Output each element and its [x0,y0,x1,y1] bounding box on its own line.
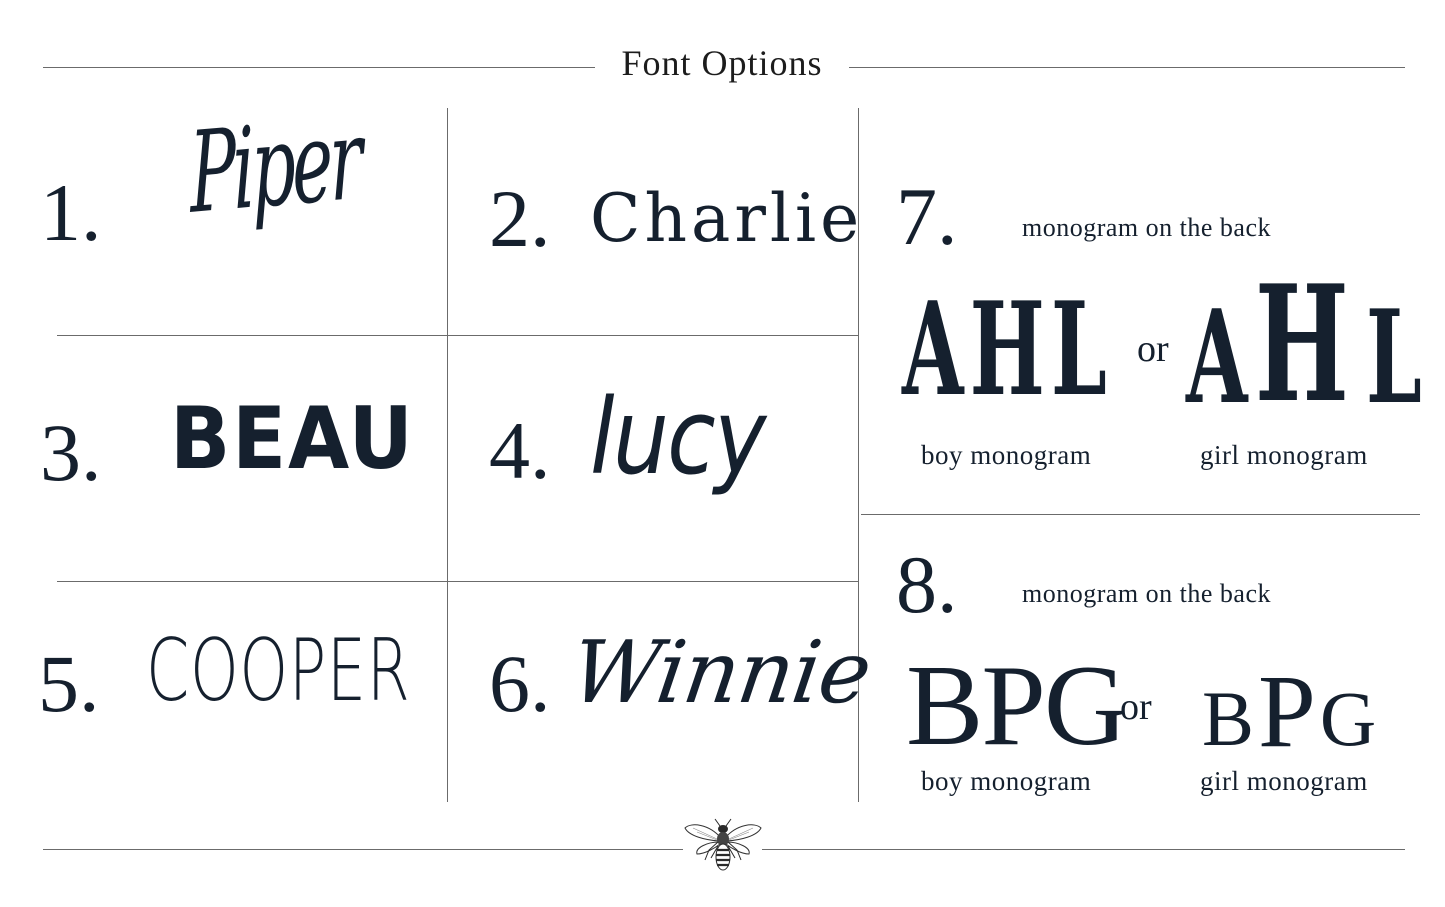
monogram-note: monogram on the back [1022,579,1271,608]
or-separator: or [1120,686,1152,728]
girl-monogram-first: A [1186,283,1248,433]
boy-monogram-sample: AHL [902,275,1113,425]
boy-monogram-label: boy monogram [921,440,1092,470]
grid-divider-vertical-1 [447,108,448,802]
page-title: Font Options [621,43,823,83]
font-sample-piper: Piper [187,94,361,239]
girl-monogram-last: G [1319,675,1377,762]
girl-monogram-middle: H [1255,250,1350,438]
girl-monogram-label: girl monogram [1200,766,1368,796]
girl-monogram-sample [1186,250,1445,438]
or-separator: or [1137,328,1169,370]
header-rule-left [43,67,595,68]
footer-rule-left [43,849,683,850]
bee-icon [683,816,763,874]
font-sample-cooper: COOPER [146,621,411,721]
font-sample-charlie: Charlie [590,180,864,257]
option-number: 4. [489,405,551,496]
girl-monogram-middle: P [1258,654,1316,769]
boy-monogram-sample: BPG [906,642,1126,770]
footer-rule-right [762,849,1405,850]
girl-monogram-label: girl monogram [1200,440,1368,470]
option-number: 7. [896,171,958,262]
option-number: 6. [489,638,551,729]
header-rule-right [849,67,1405,68]
option-number: 5. [38,638,100,729]
grid-divider-row-2 [57,581,858,582]
boy-monogram-label: boy monogram [921,766,1092,796]
font-sample-beau: BEAU [170,389,415,489]
girl-monogram-first: B [1202,675,1255,762]
girl-monogram-last: L [1366,283,1423,433]
font-sample-lucy: lucy [590,376,765,498]
grid-divider-right [861,514,1420,515]
option-number: 2. [489,173,551,264]
girl-monogram-sample [1202,654,1377,769]
option-number: 8. [896,539,958,630]
grid-divider-row-1 [57,335,858,336]
option-number: 1. [40,167,102,258]
monogram-note: monogram on the back [1022,213,1271,242]
option-number: 3. [40,407,102,498]
font-sample-winnie: Winnie [564,623,877,723]
